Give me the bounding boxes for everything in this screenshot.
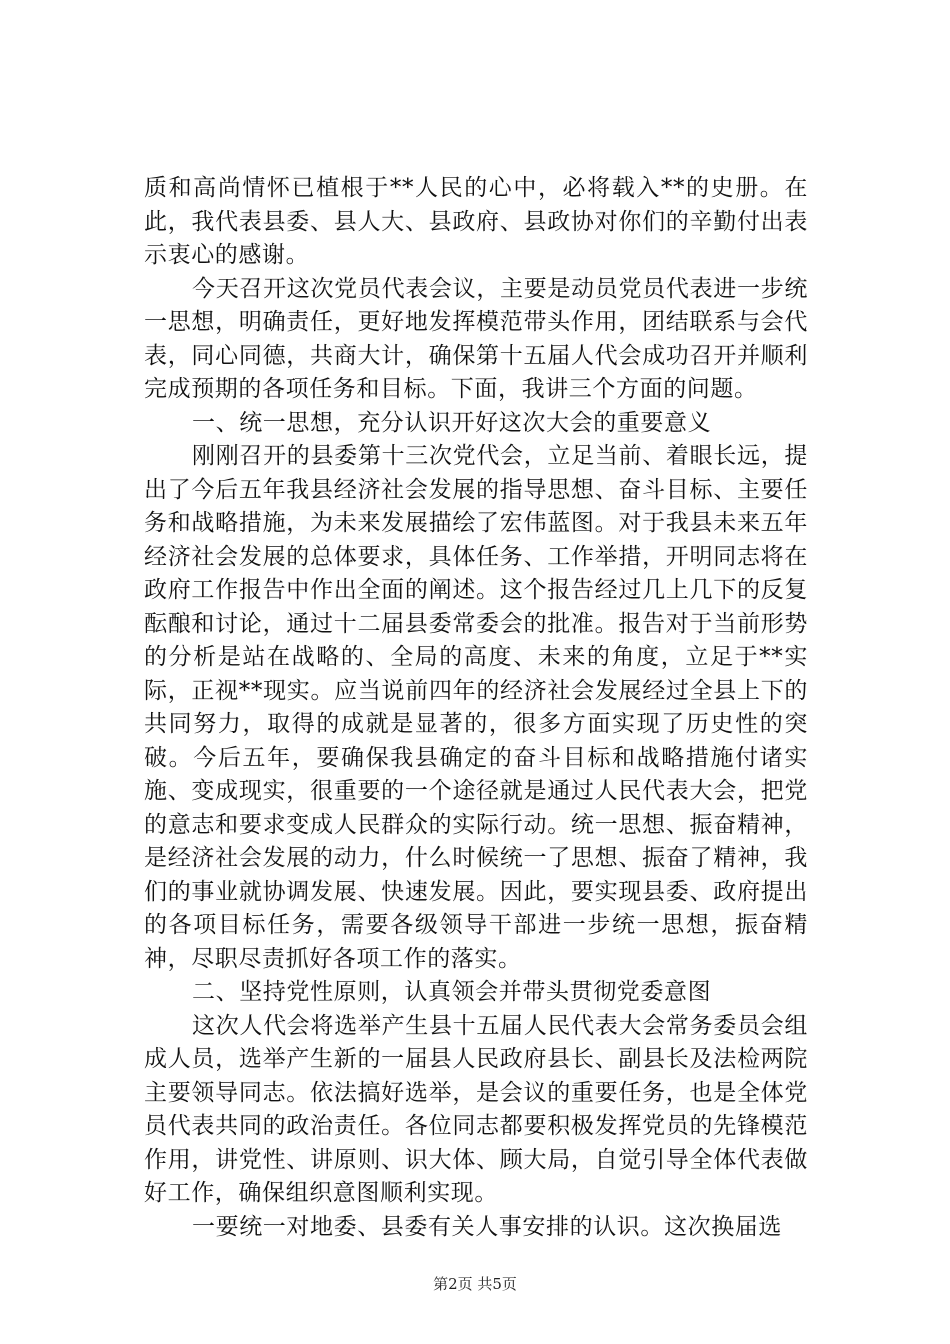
paragraph: 质和高尚情怀已植根于**人民的心中，必将载入**的史册。在此，我代表县委、县人大、县政府、县政协对你们的辛勤付出表示衷心的感谢。 bbox=[144, 175, 808, 268]
document-body bbox=[144, 172, 808, 1244]
paragraph: 今天召开这次党员代表会议，主要是动员党员代表进一步统一思想，明确责任，更好地发挥模范带头作用，团结联系与会代表，同心同德，共商大计，确保第十五届人代会成功召开并顺利完成预期的各项任务和目标。下面，我讲三个方面的问题。 bbox=[144, 275, 808, 402]
section-heading: 二、坚持党性原则，认真领会并带头贯彻党委意图 bbox=[192, 979, 712, 1005]
section-heading: 一、统一思想，充分认识开好这次大会的重要意义 bbox=[192, 409, 712, 436]
paragraph: 这次人代会将选举产生县十五届人民代表大会常务委员会组成人员，选举产生新的一届县人民政府县长、副县长及法检两院主要领导同志。依法搞好选举，是会议的重要任务，也是全体党员代表共同的政治责任。各位同志都要积极发挥党员的先锋模范作用，讲党性、讲原则、识大体、顾大局，自觉引导全体代表做好工作，确保组织意图顺利实现。 bbox=[144, 1012, 808, 1206]
paragraph: 一要统一对地委、县委有关人事安排的认识。这次换届选 bbox=[192, 1213, 782, 1240]
page-footer: 第2页 共5页 bbox=[433, 1275, 517, 1293]
paragraph: 刚刚召开的县委第十三次党代会，立足当前、着眼长远，提出了今后五年我县经济社会发展的指导思想、奋斗目标、主要任务和战略措施，为未来发展描绘了宏伟蓝图。对于我县未来五年经济社会发展的总体要求，具体任务、工作举措，开明同志将在政府工作报告中作出全面的阐述。这个报告经过几上几下的反复酝酿和讨论，通过十二届县委常委会的批准。报告对于当前形势的分析是站在战略的、全局的高度、未来的角度，立足于**实际，正视**现实。应当说前四年的经济社会发展经过全县上下的共同努力，取得的成就是显著的，很多方面实现了历史性的突破。今后五年，要确保我县确定的奋斗目标和战略措施付诸实施、变成现实，很重要的一个途径就是通过人民代表大会，把党的意志和要求变成人民群众的实际行动。统一思想、振奋精神，是经济社会发展的动力，什么时候统一了思想、振奋了精神，我们的事业就协调发展、快速发展。因此，要实现县委、政府提出的各项目标任务，需要各级领导干部进一步统一思想，振奋精神，尽职尽责抓好各项工作的落实。 bbox=[144, 443, 808, 972]
